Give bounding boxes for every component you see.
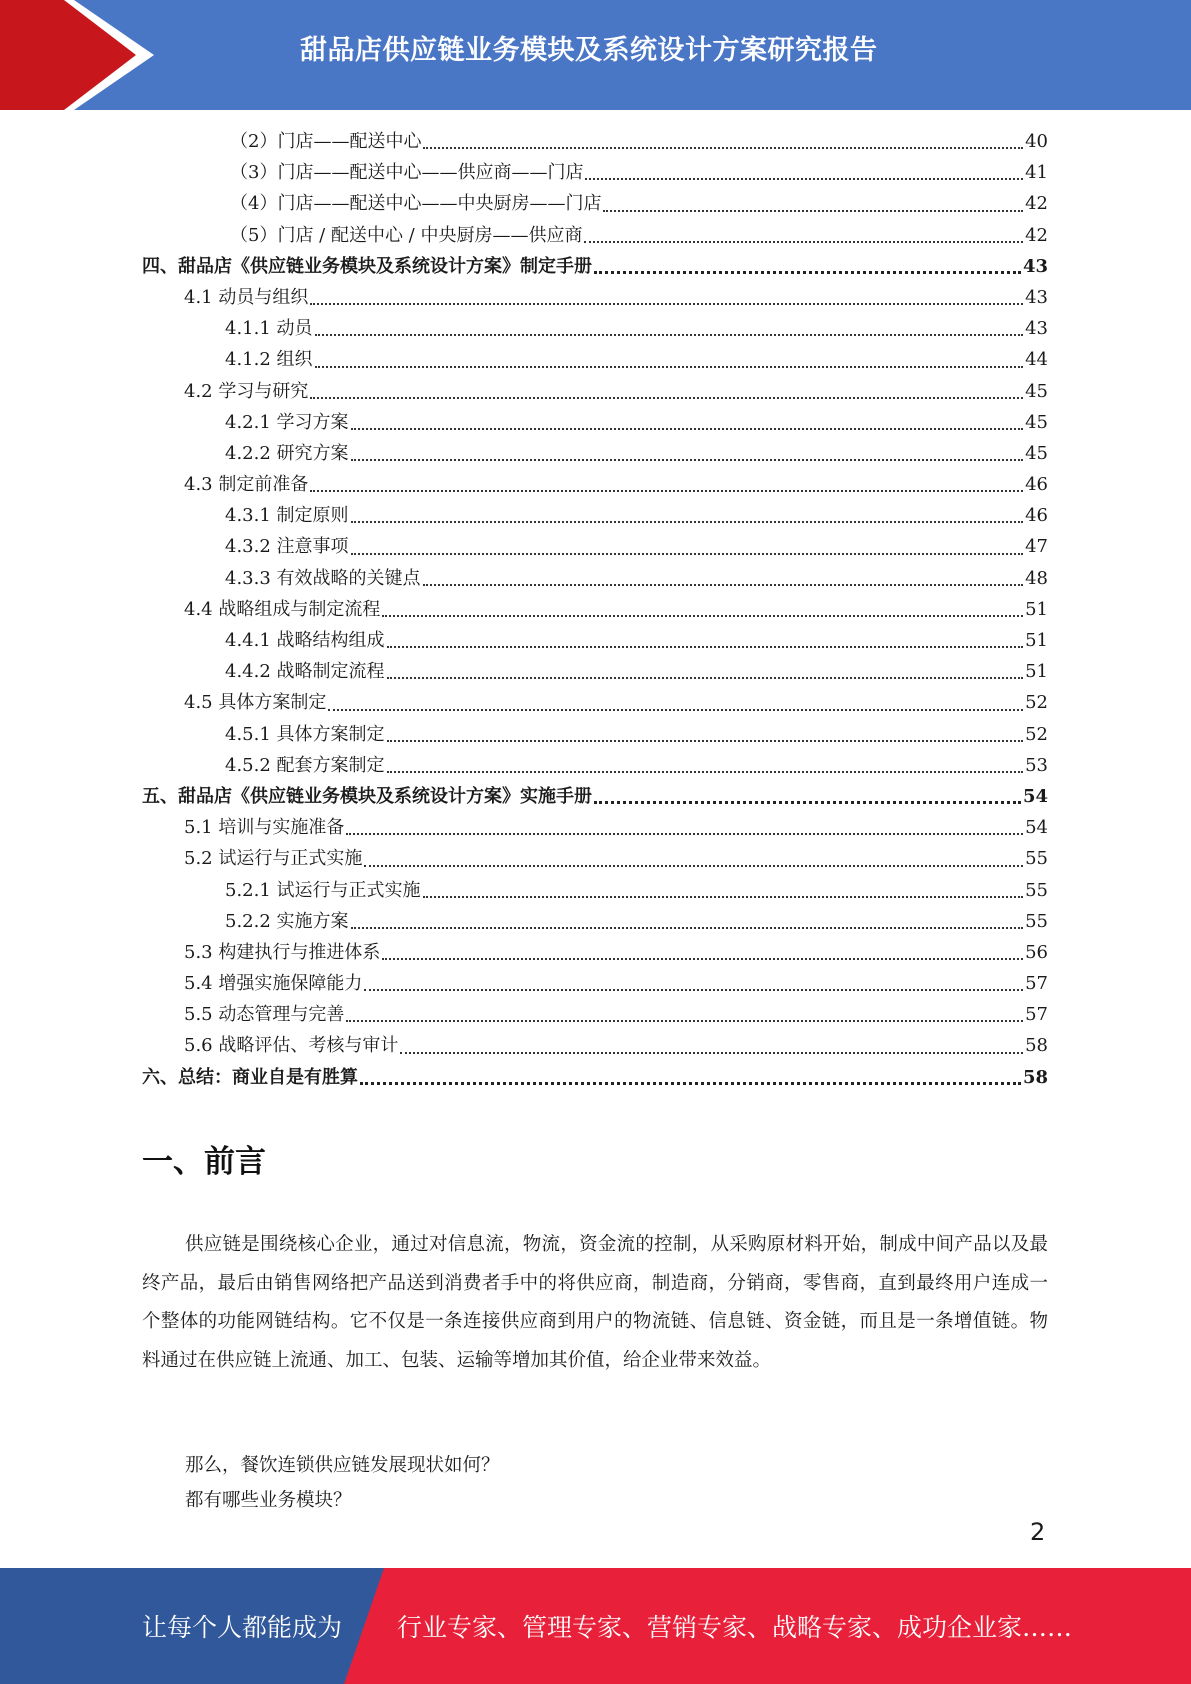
toc-entry[interactable]	[142, 220, 1048, 251]
toc-dot-leader	[346, 1020, 1023, 1022]
toc-dot-leader	[351, 521, 1024, 523]
toc-entry[interactable]	[142, 812, 1048, 843]
toc-entry-title: 4.1 动员与组织	[184, 286, 309, 308]
toc-entry-title: 4.2.2 研究方案	[225, 442, 349, 464]
toc-entry-page: 43	[1025, 286, 1048, 308]
toc-entry-title: 4.4.2 战略制定流程	[225, 661, 385, 683]
toc-entry[interactable]	[142, 875, 1048, 906]
toc-entry-page: 56	[1025, 941, 1048, 963]
toc-dot-leader	[584, 241, 1023, 243]
toc-entry-page: 46	[1025, 474, 1048, 496]
toc-dot-leader	[364, 865, 1023, 867]
toc-entry[interactable]	[142, 999, 1048, 1030]
toc-entry-page: 57	[1025, 973, 1048, 995]
toc-entry[interactable]	[142, 188, 1048, 219]
toc-entry-page: 54	[1025, 817, 1048, 839]
toc-entry[interactable]	[142, 376, 1048, 407]
toc-entry-title: 六、总结：商业自是有胜算	[142, 1066, 358, 1088]
toc-entry-title: （3）门店——配送中心——供应商——门店	[230, 162, 584, 184]
toc-entry-page: 43	[1022, 255, 1048, 277]
toc-entry[interactable]	[142, 407, 1048, 438]
toc-entry-page: 45	[1025, 380, 1048, 402]
toc-dot-leader	[310, 397, 1023, 399]
footer-slogan-left: 让每个人都能成为	[142, 1613, 343, 1642]
toc-entry[interactable]	[142, 843, 1048, 874]
toc-entry-page: 58	[1025, 1035, 1048, 1057]
toc-entry[interactable]	[142, 937, 1048, 968]
toc-entry-page: 52	[1025, 692, 1048, 714]
toc-entry-page: 55	[1025, 910, 1048, 932]
toc-entry-title: 5.5 动态管理与完善	[184, 1004, 345, 1026]
toc-entry-page: 54	[1022, 785, 1048, 807]
toc-entry[interactable]	[142, 438, 1048, 469]
toc-entry-page: 40	[1025, 131, 1048, 152]
toc-dot-leader	[382, 958, 1023, 960]
toc-entry[interactable]	[142, 500, 1048, 531]
toc-entry-title: （4）门店——配送中心——中央厨房——门店	[230, 193, 602, 215]
header-title: 甜品店供应链业务模块及系统设计方案研究报告	[300, 35, 878, 66]
toc-dot-leader	[387, 740, 1024, 742]
section-title: 一、前言	[142, 1144, 266, 1180]
toc-entry-title: 5.6 战略评估、考核与审计	[184, 1035, 399, 1057]
toc-dot-leader	[423, 147, 1023, 149]
toc-entry[interactable]	[142, 594, 1048, 625]
page-header	[0, 0, 1191, 110]
toc-dot-leader	[594, 801, 1021, 804]
toc-entry-page: 48	[1025, 567, 1048, 589]
toc-dot-leader	[310, 303, 1023, 305]
page-footer	[0, 1568, 1191, 1684]
toc-entry-title: （5）门店 / 配送中心 / 中央厨房——供应商	[230, 224, 583, 246]
toc-dot-leader	[585, 178, 1023, 180]
toc-entry[interactable]	[142, 157, 1048, 188]
toc-entry[interactable]	[142, 906, 1048, 937]
toc-entry[interactable]	[142, 1030, 1048, 1061]
toc-entry-page: 45	[1025, 442, 1048, 464]
toc-entry-page: 58	[1022, 1066, 1048, 1088]
toc-entry-title: 4.3 制定前准备	[184, 474, 309, 496]
toc-entry-page: 53	[1025, 754, 1048, 776]
toc-entry-title: 5.4 增强实施保障能力	[184, 973, 363, 995]
toc-entry-title: 4.5 具体方案制定	[184, 692, 327, 714]
toc-dot-leader	[423, 896, 1024, 898]
toc-entry-page: 46	[1025, 505, 1048, 527]
toc-entry-title: 五、甜品店《供应链业务模块及系统设计方案》实施手册	[142, 785, 592, 807]
toc-dot-leader	[351, 428, 1024, 430]
toc-entry[interactable]	[142, 968, 1048, 999]
toc-entry-title: 4.5.2 配套方案制定	[225, 754, 385, 776]
toc-dot-leader	[594, 271, 1021, 274]
toc-entry[interactable]	[142, 781, 1048, 812]
toc-entry[interactable]	[142, 563, 1048, 594]
toc-dot-leader	[603, 210, 1023, 212]
toc-dot-leader	[387, 677, 1024, 679]
toc-entry[interactable]	[142, 719, 1048, 750]
toc-dot-leader	[315, 334, 1024, 336]
toc-entry-page: 52	[1025, 723, 1048, 745]
toc-entry-title: 4.4 战略组成与制定流程	[184, 598, 381, 620]
toc-entry-page: 42	[1025, 193, 1048, 215]
toc-entry-title: 5.3 构建执行与推进体系	[184, 941, 381, 963]
toc-dot-leader	[351, 459, 1024, 461]
toc-entry-page: 57	[1025, 1004, 1048, 1026]
toc-entry[interactable]	[142, 282, 1048, 313]
toc-entry-title: 5.2.2 实施方案	[225, 910, 349, 932]
toc-entry-page: 42	[1025, 224, 1048, 246]
toc-entry[interactable]	[142, 313, 1048, 344]
header-chevron-decoration	[64, 0, 154, 110]
toc-entry[interactable]	[142, 625, 1048, 656]
toc-entry-page: 44	[1025, 349, 1048, 371]
toc-entry-title: 5.1 培训与实施准备	[184, 817, 345, 839]
toc-entry[interactable]	[142, 126, 1048, 157]
toc-dot-leader	[315, 366, 1024, 368]
toc-dot-leader	[364, 989, 1023, 991]
page-number: 2	[1030, 1518, 1046, 1546]
toc-dot-leader	[328, 709, 1023, 711]
toc-entry-title: 5.2.1 试运行与正式实施	[225, 879, 421, 901]
toc-entry-title: （2）门店——配送中心	[230, 131, 422, 152]
toc-entry[interactable]	[142, 531, 1048, 562]
toc-entry-title: 四、甜品店《供应链业务模块及系统设计方案》制定手册	[142, 255, 592, 277]
toc-entry-title: 4.3.3 有效战略的关键点	[225, 567, 421, 589]
toc-entry[interactable]	[142, 469, 1048, 500]
toc-dot-leader	[423, 584, 1024, 586]
footer-slogan-right: 行业专家、管理专家、营销专家、战略专家、成功企业家……	[397, 1613, 1073, 1642]
toc-entry-page: 51	[1025, 630, 1048, 651]
toc-entry-page: 45	[1025, 411, 1048, 433]
toc-entry[interactable]	[142, 687, 1048, 718]
toc-entry-page: 51	[1025, 661, 1048, 683]
toc-entry-page: 47	[1025, 536, 1048, 558]
toc-dot-leader	[400, 1052, 1023, 1054]
toc-dot-leader	[351, 553, 1024, 555]
toc-dot-leader	[382, 615, 1023, 617]
toc-entry-title: 4.3.1 制定原则	[225, 505, 349, 527]
toc-dot-leader	[346, 833, 1023, 835]
toc-entry-title: 5.2 试运行与正式实施	[184, 848, 363, 870]
toc-entry-title: 4.5.1 具体方案制定	[225, 723, 385, 745]
toc-dot-leader	[387, 646, 1024, 648]
toc-entry-page: 51	[1025, 598, 1048, 620]
toc-entry-page: 55	[1025, 848, 1048, 870]
toc-entry-title: 4.4.1 战略结构组成	[225, 630, 385, 651]
toc-entry[interactable]	[142, 656, 1048, 687]
toc-dot-leader	[387, 771, 1024, 773]
question-line-2: 都有哪些业务模块？	[185, 1490, 352, 1511]
toc-entry-title: 4.3.2 注意事项	[225, 536, 349, 558]
toc-entry-page: 43	[1025, 318, 1048, 340]
toc-entry[interactable]	[142, 1062, 1048, 1093]
toc-dot-leader	[360, 1082, 1021, 1085]
table-of-contents	[142, 126, 1048, 1093]
question-line-1: 那么，餐饮连锁供应链发展现状如何？	[185, 1455, 500, 1476]
toc-entry-page: 41	[1025, 162, 1048, 184]
toc-entry-title: 4.1.1 动员	[225, 318, 313, 340]
toc-entry[interactable]	[142, 750, 1048, 781]
toc-entry[interactable]	[142, 344, 1048, 375]
intro-paragraph: 供应链是围绕核心企业，通过对信息流，物流，资金流的控制，从采购原材料开始，制成中间产品以及最终产品，最后由销售网络把产品送到消费者手中的将供应商，制造商，分销商，零售商，直到最终用户连成一个整体的功能网链结构。它不仅是一条连接供应商到用户的物流链、信息链、资金链，而且是一条增值链。物料通过在供应链上流通、加工、包装、运输等增加其价值，给企业带来效益。	[142, 1234, 1048, 1371]
toc-dot-leader	[310, 490, 1023, 492]
toc-entry-title: 4.1.2 组织	[225, 349, 313, 371]
toc-entry-page: 55	[1025, 879, 1048, 901]
toc-entry[interactable]	[142, 251, 1048, 282]
toc-entry-title: 4.2.1 学习方案	[225, 411, 349, 433]
toc-dot-leader	[351, 927, 1024, 929]
toc-entry-title: 4.2 学习与研究	[184, 380, 309, 402]
